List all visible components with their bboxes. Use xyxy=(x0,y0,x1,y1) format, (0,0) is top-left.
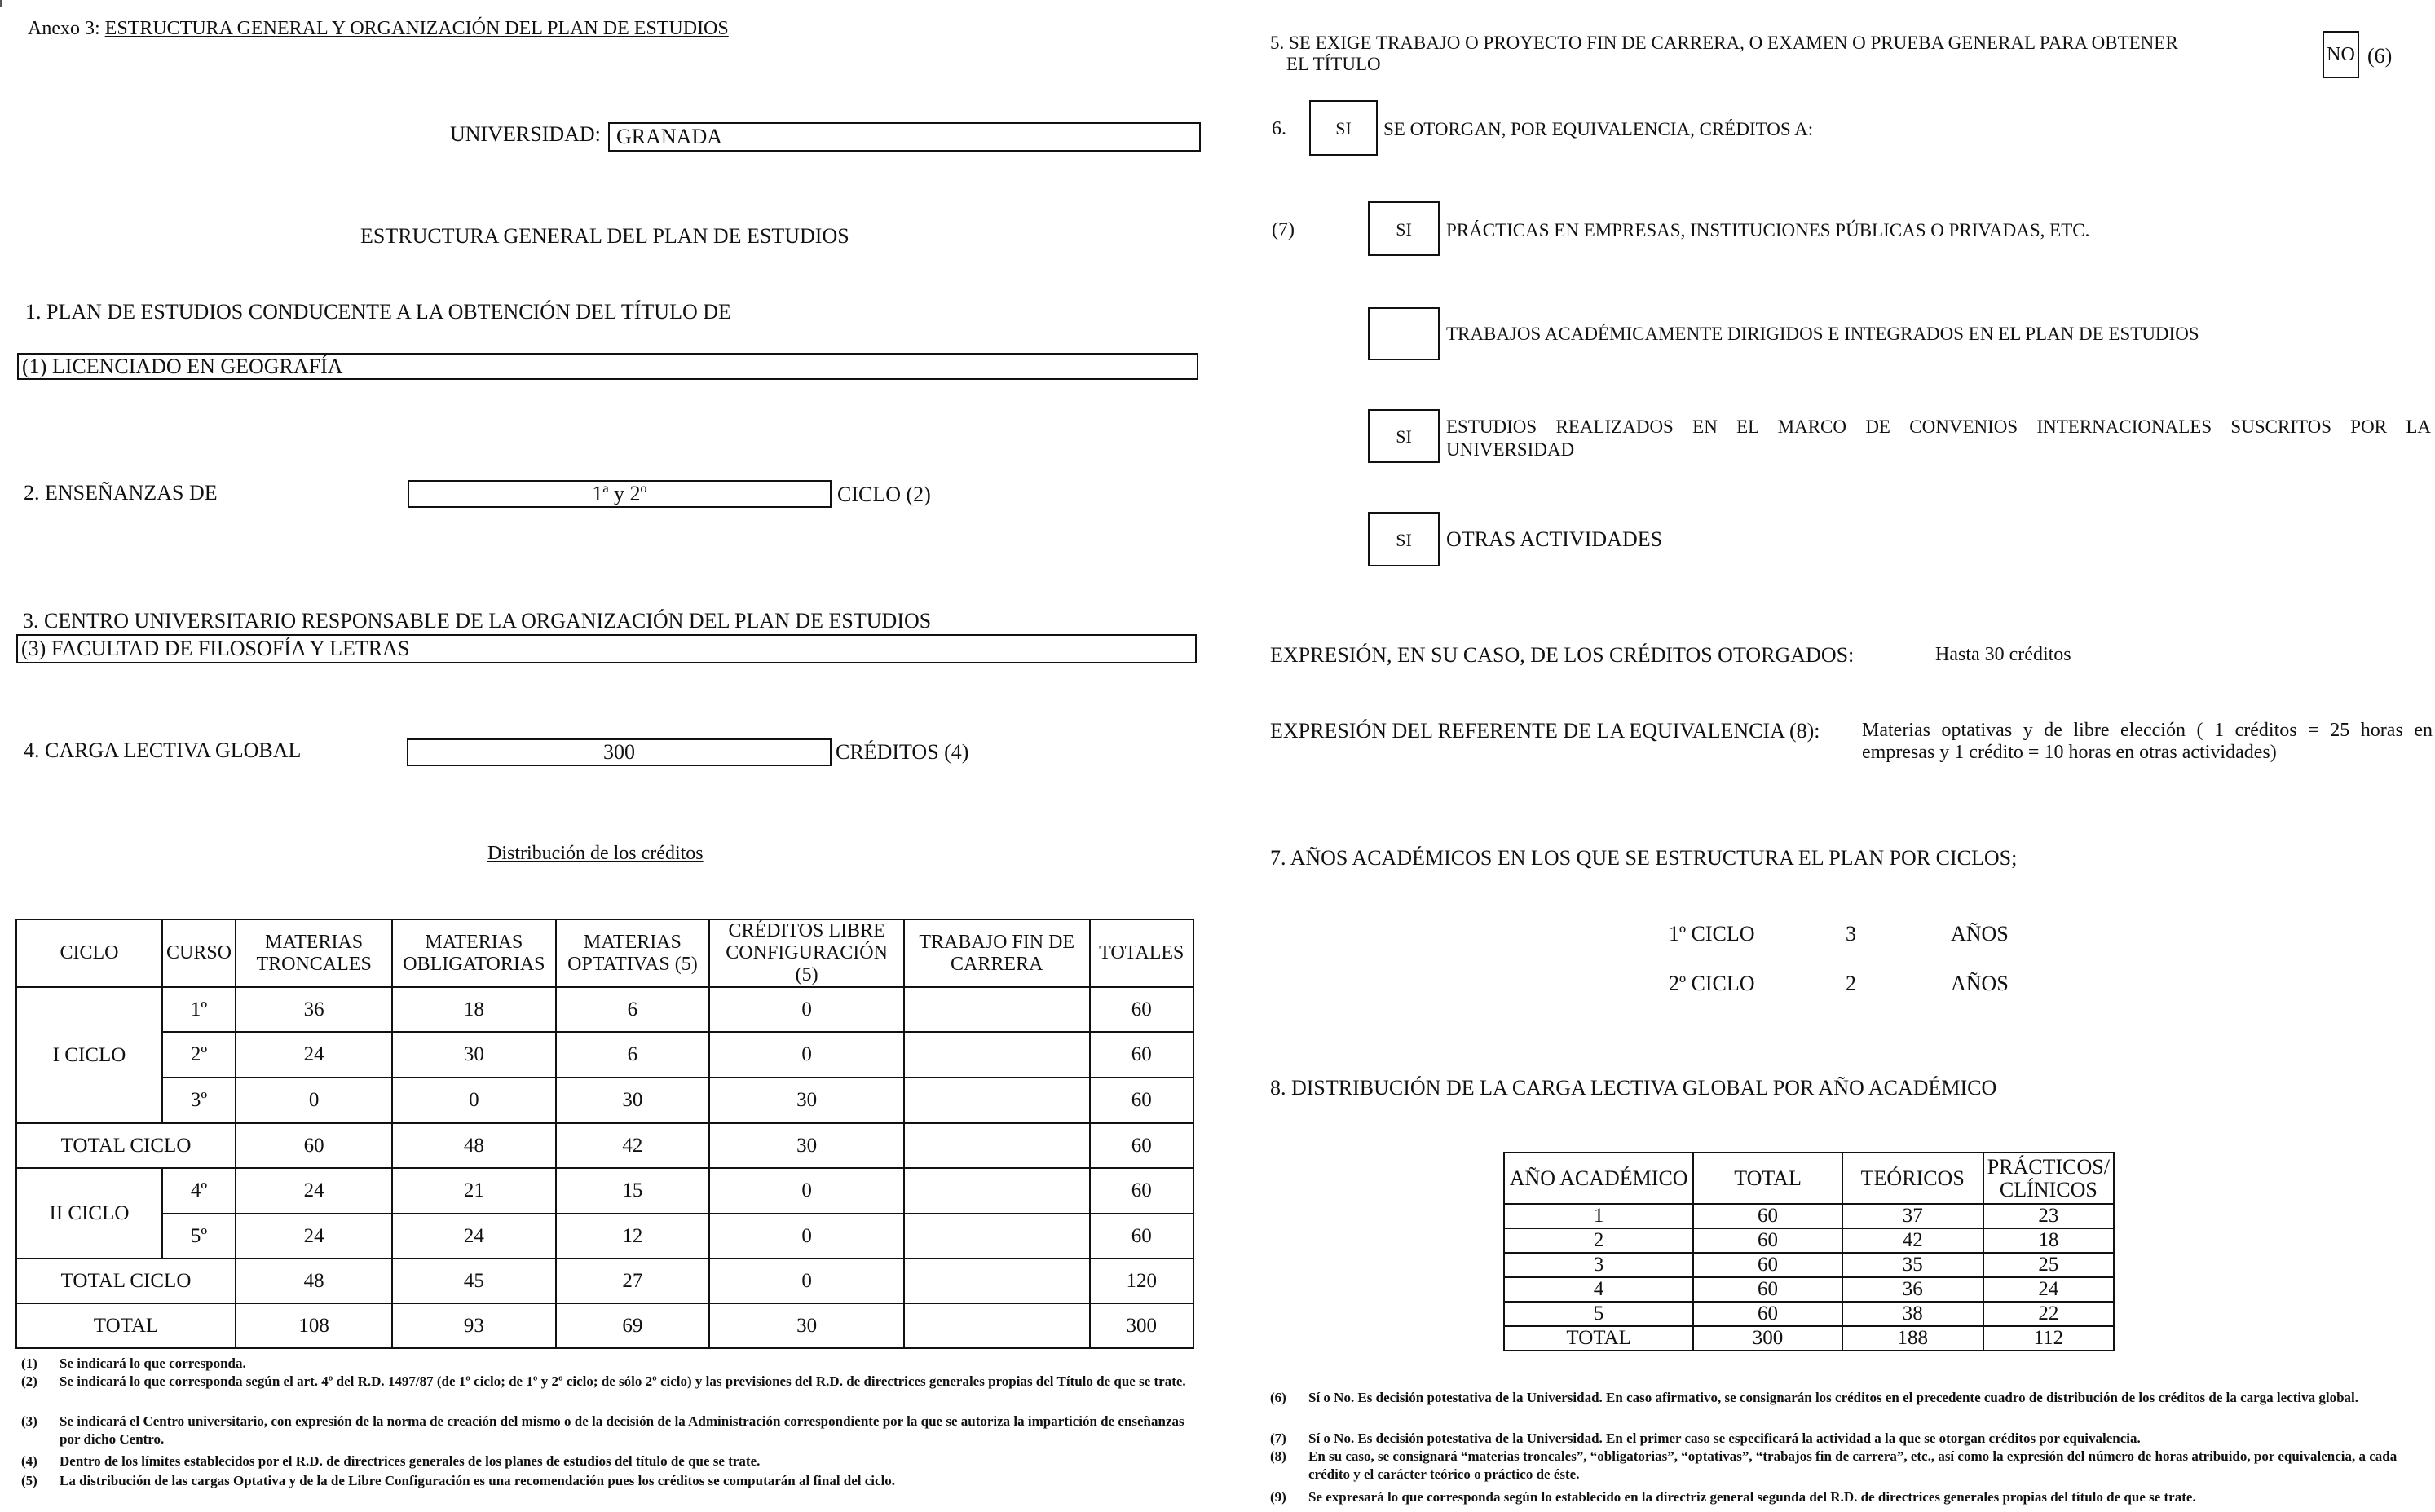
section-2-field xyxy=(408,480,832,508)
section-2-label: 2. ENSEÑANZAS DE xyxy=(24,481,218,505)
cell-year: 3 xyxy=(1504,1253,1693,1277)
years-header-row xyxy=(1504,1153,2114,1204)
cell-teoricos: 188 xyxy=(1842,1326,1983,1351)
practicas-field xyxy=(1368,201,1440,256)
cell-trabajo xyxy=(904,1259,1090,1303)
section-2-value: 1ª y 2º xyxy=(592,482,647,505)
cell-optativas: 6 xyxy=(556,1032,710,1078)
header-teoricos: TEÓRICOS xyxy=(1842,1153,1983,1204)
annex-heading xyxy=(28,18,729,40)
cell-optativas: 27 xyxy=(556,1259,710,1303)
cell-obligatorias: 45 xyxy=(392,1259,555,1303)
footnote-4 xyxy=(21,1452,1195,1470)
cell-obligatorias: 0 xyxy=(392,1078,555,1123)
annex-title: ESTRUCTURA GENERAL Y ORGANIZACIÓN DEL PLAN DE ESTUDIOS xyxy=(104,18,729,39)
cell-totales: 60 xyxy=(1090,1078,1194,1123)
years-table xyxy=(1503,1152,2115,1351)
section-3-field xyxy=(16,634,1197,663)
section-5-line-2: EL TÍTULO xyxy=(1286,54,1381,74)
section-2-suffix: CICLO (2) xyxy=(837,483,931,506)
cell-obligatorias: 48 xyxy=(392,1123,555,1168)
header-totales: TOTALES xyxy=(1090,919,1194,987)
footnote-9 xyxy=(1270,1488,2431,1506)
credits-header-row xyxy=(16,919,1193,987)
university-label: UNIVERSIDAD: xyxy=(450,122,601,146)
cell-optativas: 42 xyxy=(556,1123,710,1168)
cell-curso: 4º xyxy=(162,1168,236,1214)
cell-optativas: 69 xyxy=(556,1303,710,1348)
cell-troncales: 60 xyxy=(236,1123,392,1168)
section-5-field xyxy=(2323,31,2359,78)
header-curso: CURSO xyxy=(162,919,236,987)
cell-year: 2 xyxy=(1504,1228,1693,1253)
table-row-total-cycle-1 xyxy=(16,1123,1193,1168)
footnote-1 xyxy=(21,1355,1195,1373)
cell-troncales: 24 xyxy=(236,1032,392,1078)
table-row xyxy=(16,987,1193,1032)
cycle-2-years: 2 xyxy=(1846,972,1856,995)
cell-obligatorias: 93 xyxy=(392,1303,555,1348)
header-optativas: MATERIAS OPTATIVAS (5) xyxy=(556,919,710,987)
footnote-8 xyxy=(1270,1448,2431,1483)
cell-teoricos: 42 xyxy=(1842,1228,1983,1253)
cell-optativas: 12 xyxy=(556,1214,710,1259)
cell-total: 60 xyxy=(1693,1302,1842,1326)
section-4-field xyxy=(407,738,832,766)
header-trabajo: TRABAJO FIN DE CARRERA xyxy=(904,919,1090,987)
cell-libre: 30 xyxy=(709,1123,904,1168)
cell-year: TOTAL xyxy=(1504,1326,1693,1351)
cell-label: TOTAL xyxy=(16,1303,236,1348)
cell-totales: 60 xyxy=(1090,1032,1194,1078)
header-total: TOTAL xyxy=(1693,1153,1842,1204)
section-1-label: 1. PLAN DE ESTUDIOS CONDUCENTE A LA OBTENCIÓN DEL TÍTULO DE xyxy=(25,300,731,324)
footnote-text: Se expresará lo que corresponda según lo establecido en la directriz general segunda del R.D. de directrices generales propias del título de que se trate. xyxy=(1308,1489,2196,1505)
item-note: (7) xyxy=(1272,219,1295,240)
cycle-2-label: II CICLO xyxy=(16,1168,162,1259)
trabajos-field xyxy=(1368,307,1440,360)
footnote-text: La distribución de las cargas Optativa y de la de Libre Configuración es una recomendación pues los créditos se computarán al final del ciclo. xyxy=(60,1473,896,1488)
section-5-note: (6) xyxy=(2367,44,2393,68)
cell-obligatorias: 18 xyxy=(392,987,555,1032)
estudios-text xyxy=(1446,416,2431,461)
cycle-1-unit: AÑOS xyxy=(1951,922,2009,946)
table-row xyxy=(1504,1277,2114,1302)
footnote-number: (3) xyxy=(21,1413,37,1429)
cell-total: 60 xyxy=(1693,1204,1842,1228)
footnote-number: (8) xyxy=(1270,1448,1286,1464)
cell-teoricos: 35 xyxy=(1842,1253,1983,1277)
table-row xyxy=(1504,1204,2114,1228)
footnote-text: En su caso, se consignará “materias troncales”, “obligatorias”, “optativas”, “trabajos fin de carrera”, etc., así como la expresión del número de horas atribuido, por equivalencia, a cada crédito y el carácter teórico o práctico de éste. xyxy=(1308,1448,2398,1482)
cell-curso: 5º xyxy=(162,1214,236,1259)
footnote-7 xyxy=(1270,1430,2431,1448)
estudios-value: SI xyxy=(1396,426,1412,447)
section-1-value: (1) LICENCIADO EN GEOGRAFÍA xyxy=(22,355,343,378)
cell-troncales: 24 xyxy=(236,1214,392,1259)
table-row xyxy=(1504,1228,2114,1253)
cell-totales: 60 xyxy=(1090,1123,1194,1168)
cell-libre: 30 xyxy=(709,1303,904,1348)
table-row xyxy=(1504,1253,2114,1277)
footnote-number: (5) xyxy=(21,1473,37,1488)
footnote-number: (7) xyxy=(1270,1430,1286,1446)
section-4-value: 300 xyxy=(603,740,635,764)
table-row-total xyxy=(1504,1326,2114,1351)
expr-credits-label: EXPRESIÓN, EN SU CASO, DE LOS CRÉDITOS OTORGADOS: xyxy=(1270,643,1855,667)
cell-year: 1 xyxy=(1504,1204,1693,1228)
section-6-field xyxy=(1309,100,1378,156)
header-ciclo: CICLO xyxy=(16,919,162,987)
table-row xyxy=(16,1078,1193,1123)
cell-obligatorias: 24 xyxy=(392,1214,555,1259)
section-7-label: 7. AÑOS ACADÉMICOS EN LOS QUE SE ESTRUCTURA EL PLAN POR CICLOS; xyxy=(1270,846,2018,870)
section-8-label: 8. DISTRIBUCIÓN DE LA CARGA LECTIVA GLOBAL POR AÑO ACADÉMICO xyxy=(1270,1076,1997,1100)
practicas-value: SI xyxy=(1396,219,1412,240)
cell-trabajo xyxy=(904,1078,1090,1123)
cell-troncales: 48 xyxy=(236,1259,392,1303)
cell-practicos: 25 xyxy=(1983,1253,2114,1277)
cell-curso: 3º xyxy=(162,1078,236,1123)
cell-trabajo xyxy=(904,987,1090,1032)
footnote-number: (1) xyxy=(21,1356,37,1371)
otras-text: OTRAS ACTIVIDADES xyxy=(1446,527,1663,551)
cell-libre: 0 xyxy=(709,1168,904,1214)
cell-libre: 0 xyxy=(709,1259,904,1303)
table-row xyxy=(1504,1302,2114,1326)
cell-optativas: 30 xyxy=(556,1078,710,1123)
footnote-5 xyxy=(21,1472,1195,1490)
cell-teoricos: 37 xyxy=(1842,1204,1983,1228)
section-5-line-1: 5. SE EXIGE TRABAJO O PROYECTO FIN DE CARRERA, O EXAMEN O PRUEBA GENERAL PARA OBTENER xyxy=(1270,33,2178,53)
estudios-line-2: UNIVERSIDAD xyxy=(1446,439,1575,460)
cell-trabajo xyxy=(904,1303,1090,1348)
section-5-value: NO xyxy=(2327,44,2355,65)
cell-label: TOTAL CICLO xyxy=(16,1123,236,1168)
table-row xyxy=(16,1032,1193,1078)
cell-teoricos: 36 xyxy=(1842,1277,1983,1302)
university-field xyxy=(608,122,1201,152)
cell-teoricos: 38 xyxy=(1842,1302,1983,1326)
otras-value: SI xyxy=(1396,530,1412,550)
expr-ref-line-1: Materias optativas y de libre elección ( 1 créditos = 25 horas en xyxy=(1862,720,2433,741)
cell-practicos: 18 xyxy=(1983,1228,2114,1253)
trabajos-text: TRABAJOS ACADÉMICAMENTE DIRIGIDOS E INTEGRADOS EN EL PLAN DE ESTUDIOS xyxy=(1446,324,2199,344)
otras-field xyxy=(1368,512,1440,566)
cell-totales: 60 xyxy=(1090,1168,1194,1214)
cell-practicos: 112 xyxy=(1983,1326,2114,1351)
section-6-label: 6. xyxy=(1272,118,1286,139)
cell-optativas: 6 xyxy=(556,987,710,1032)
header-troncales: MATERIAS TRONCALES xyxy=(236,919,392,987)
footnote-text: Se indicará lo que corresponda según el art. 4º del R.D. 1497/87 (de 1º ciclo; de 1º y 2º ciclo; de sólo 2º ciclo) y las previsiones del R.D. de directrices generales propias del Título de que se trate. xyxy=(60,1373,1186,1389)
cell-curso: 2º xyxy=(162,1032,236,1078)
cell-year: 4 xyxy=(1504,1277,1693,1302)
annex-prefix: Anexo 3: xyxy=(28,18,105,39)
cell-obligatorias: 30 xyxy=(392,1032,555,1078)
footnote-number: (2) xyxy=(21,1373,37,1389)
cell-year: 5 xyxy=(1504,1302,1693,1326)
footnote-text: Sí o No. Es decisión potestativa de la Universidad. En el primer caso se especificará la actividad a la que se otorgan créditos por equivalencia. xyxy=(1308,1430,2141,1446)
footnote-text: Se indicará lo que corresponda. xyxy=(60,1356,246,1371)
practicas-text: PRÁCTICAS EN EMPRESAS, INSTITUCIONES PÚBLICAS O PRIVADAS, ETC. xyxy=(1446,220,2090,240)
cell-label: TOTAL CICLO xyxy=(16,1259,236,1303)
expr-ref-line-2: empresas y 1 crédito = 10 horas en otras actividades) xyxy=(1862,742,2277,763)
cell-trabajo xyxy=(904,1032,1090,1078)
cycle-2-name: 2º CICLO xyxy=(1669,972,1755,995)
cell-trabajo xyxy=(904,1214,1090,1259)
footnote-2 xyxy=(21,1373,1195,1408)
university-value: GRANADA xyxy=(616,125,722,148)
cell-libre: 0 xyxy=(709,1032,904,1078)
cycle-1-years: 3 xyxy=(1846,922,1856,946)
table-row-total-cycle-2 xyxy=(16,1259,1193,1303)
cell-troncales: 24 xyxy=(236,1168,392,1214)
header-libre: CRÉDITOS LIBRE CONFIGURACIÓN (5) xyxy=(709,919,904,987)
cell-optativas: 15 xyxy=(556,1168,710,1214)
estudios-line-1: ESTUDIOS REALIZADOS EN EL MARCO DE CONVENIOS INTERNACIONALES SUSCRITOS POR LA xyxy=(1446,417,2431,437)
cell-libre: 0 xyxy=(709,1214,904,1259)
expr-ref-value xyxy=(1862,720,2433,764)
cell-trabajo xyxy=(904,1123,1090,1168)
footnote-text: Dentro de los límites establecidos por el R.D. de directrices generales de los planes de estudios del título de que se trate. xyxy=(60,1453,761,1469)
cell-totales: 120 xyxy=(1090,1259,1194,1303)
expr-ref-label: EXPRESIÓN DEL REFERENTE DE LA EQUIVALENCIA (8): xyxy=(1270,719,1820,743)
cell-curso: 1º xyxy=(162,987,236,1032)
section-5-label xyxy=(1270,33,2178,75)
distribution-heading: Distribución de los créditos xyxy=(487,843,704,864)
footnote-text: Se indicará el Centro universitario, con expresión de la norma de creación del mismo o de la decisión de la Administración correspondiente por la que se autoriza la impartición de enseñanzas por dicho Centro. xyxy=(60,1413,1184,1447)
header-year: AÑO ACADÉMICO xyxy=(1504,1153,1693,1204)
scan-mark xyxy=(0,0,2,7)
table-row xyxy=(16,1168,1193,1214)
header-obligatorias: MATERIAS OBLIGATORIAS xyxy=(392,919,555,987)
cycle-2-unit: AÑOS xyxy=(1951,972,2009,995)
credits-table xyxy=(15,919,1194,1349)
cell-total: 300 xyxy=(1693,1326,1842,1351)
cell-total: 60 xyxy=(1693,1228,1842,1253)
cell-libre: 30 xyxy=(709,1078,904,1123)
table-row-total xyxy=(16,1303,1193,1348)
cycle-1-label: I CICLO xyxy=(16,987,162,1123)
expr-credits-value: Hasta 30 créditos xyxy=(1935,644,2071,665)
cell-practicos: 22 xyxy=(1983,1302,2114,1326)
table-row xyxy=(16,1214,1193,1259)
cell-total: 60 xyxy=(1693,1253,1842,1277)
cell-practicos: 24 xyxy=(1983,1277,2114,1302)
section-4-suffix: CRÉDITOS (4) xyxy=(836,740,969,764)
cell-libre: 0 xyxy=(709,987,904,1032)
cell-troncales: 108 xyxy=(236,1303,392,1348)
cell-troncales: 0 xyxy=(236,1078,392,1123)
cell-obligatorias: 21 xyxy=(392,1168,555,1214)
cell-trabajo xyxy=(904,1168,1090,1214)
cell-totales: 300 xyxy=(1090,1303,1194,1348)
footnote-6 xyxy=(1270,1389,2431,1425)
cell-troncales: 36 xyxy=(236,987,392,1032)
cell-total: 60 xyxy=(1693,1277,1842,1302)
cell-totales: 60 xyxy=(1090,1214,1194,1259)
header-practicos: PRÁCTICOS/ CLÍNICOS xyxy=(1983,1153,2114,1204)
section-1-field xyxy=(17,353,1198,380)
footnote-text: Sí o No. Es decisión potestativa de la Universidad. En caso afirmativo, se consignarán los créditos en el precedente cuadro de distribución de los créditos de la carga lectiva global. xyxy=(1308,1390,2359,1405)
footnote-3 xyxy=(21,1413,1195,1448)
cycle-1-name: 1º CICLO xyxy=(1669,922,1755,946)
footnote-number: (4) xyxy=(21,1453,37,1469)
structure-heading: ESTRUCTURA GENERAL DEL PLAN DE ESTUDIOS xyxy=(360,224,849,248)
section-6-value: SI xyxy=(1335,118,1352,139)
section-3-label: 3. CENTRO UNIVERSITARIO RESPONSABLE DE LA ORGANIZACIÓN DEL PLAN DE ESTUDIOS xyxy=(23,609,932,633)
footnote-number: (9) xyxy=(1270,1489,1286,1505)
cell-totales: 60 xyxy=(1090,987,1194,1032)
section-4-label: 4. CARGA LECTIVA GLOBAL xyxy=(24,738,302,762)
estudios-field xyxy=(1368,409,1440,463)
cell-practicos: 23 xyxy=(1983,1204,2114,1228)
section-6-text: SE OTORGAN, POR EQUIVALENCIA, CRÉDITOS A: xyxy=(1383,119,1814,139)
section-3-value: (3) FACULTAD DE FILOSOFÍA Y LETRAS xyxy=(21,637,410,660)
footnote-number: (6) xyxy=(1270,1390,1286,1405)
